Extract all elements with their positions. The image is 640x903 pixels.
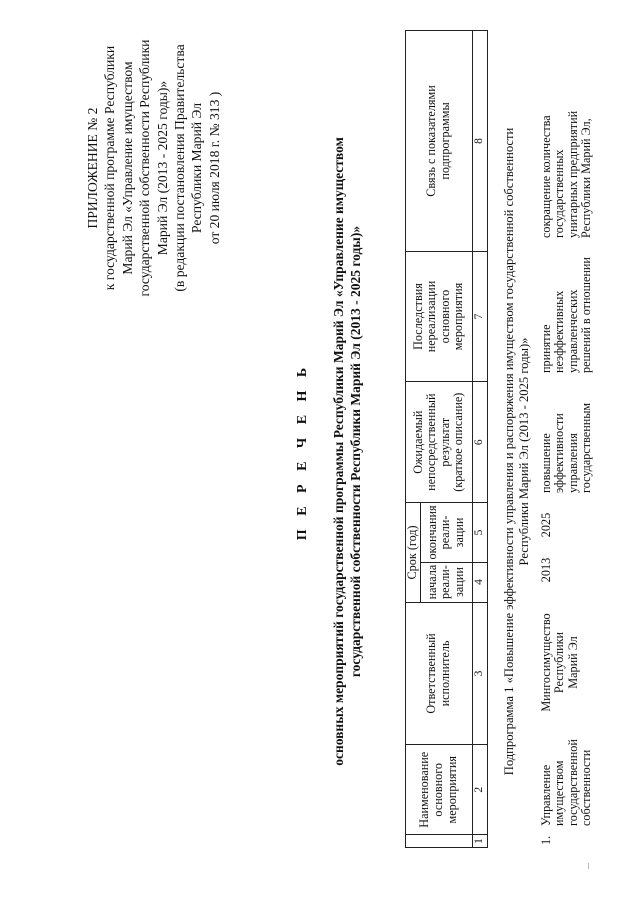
row1-start: 2013 [539,557,553,583]
col-number: 7 [472,252,487,382]
row1-executor: Мингосимущество Республики Марий Эл [539,613,580,712]
row1-number: 1. [539,835,553,845]
header-link: Связь с показателями подпрограммы [406,31,473,252]
row1-link: сокращение количества государственных унитарных предприятий Республики Марий Эл, [539,110,594,238]
appendix-line: к государственной программе Республики [102,45,118,291]
appendix-line: государственной собственности Республики [137,39,153,297]
row1-result: повышение эффективности управления государственным [539,402,594,493]
header-term: Срок (год) [406,503,421,602]
subprogram-heading [502,40,532,863]
col-number: 8 [472,31,487,252]
col-number: 3 [472,602,487,745]
header-end: окончания реали- зации [420,503,472,562]
appendix-line: Республики Марий Эл [189,102,205,234]
subtitle-line: основных мероприятий государственной программы Республики Марий Эл «Управление имуществом [331,137,346,766]
document-subtitle [330,40,364,863]
col-number: 4 [472,562,487,602]
header-col1 [406,835,473,848]
col-number: 6 [472,382,487,503]
appendix-line: (в редакции постановления Правительства [172,44,188,292]
appendix-line: ПРИЛОЖЕНИЕ № 2 [85,107,100,229]
col-number: 5 [472,503,487,562]
appendix-line: Марий Эл «Управление имуществом [119,61,135,275]
col-number: 1 [472,835,487,848]
subprogram-line: Подпрограмма 1 «Повышение эффективности управления и распоряжения имуществом государственной собственности [502,127,516,776]
header-executor: Ответственный исполнитель [406,602,473,745]
header-consequences: Последствия нереализации основного мероприятия [406,252,473,382]
document-title: П Е Р Е Ч Е Н Ь [295,362,310,541]
appendix-block [84,13,223,323]
scan-mark [588,863,589,869]
appendix-line: от 20 июля 2018 г. № 313 ) [206,91,222,245]
row1-name: Управление имуществом государственной собственности [539,739,594,826]
measures-table [405,30,488,848]
subprogram-line: Республики Марий Эл (2013 - 2025 годы)» [517,337,531,566]
row1-consequences: принятие неэффективных управленческих решений в отношении [539,257,594,373]
appendix-line: Марий Эл (2013 - 2025 годы)» [154,80,170,256]
col-number: 2 [472,745,487,835]
header-result: Ожидаемый непосредственный результат (краткое описание) [406,382,473,503]
subtitle-line: государственной собственности Республики Марий Эл (2013 - 2025 годы)» [348,225,363,678]
row1-end: 2025 [539,512,553,538]
header-start: начала реали- зации [420,562,472,602]
header-name: Наименование основного мероприятия [406,745,473,835]
